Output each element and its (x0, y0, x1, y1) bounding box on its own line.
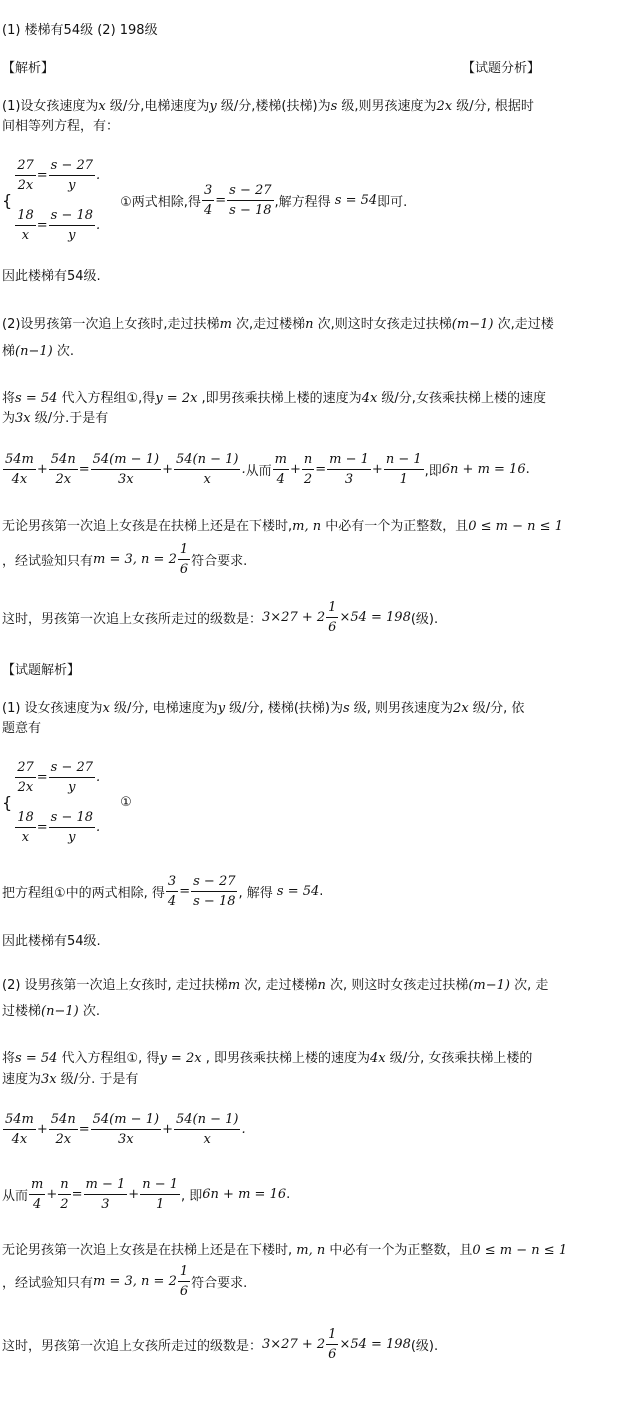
answer-line: (1) 楼梯有54级 (2) 198级 (2, 23, 158, 38)
solution-p3-line2: 过楼梯(n−1) 次. (2, 1004, 100, 1019)
analysis-p4-line2: ，经试验知只有 m = 3, n = 2 $\frac{1}{6}$ 符合要求. (2, 542, 248, 577)
analysis-p1-line1: (1)设女孩速度为x 级/分,电梯速度为y 级/分,楼梯(扶梯)为s 级,则男孩速度为2x 级/分, 根据时 (2, 99, 534, 114)
analysis-p3-line1: 将s = 54 代入方程组①,得y = 2x ,即男孩乘扶梯上楼的速度为4x 级/分,女孩乘扶梯上楼的速度 (2, 391, 546, 406)
solution-p5-line1: 无论男孩第一次追上女孩是在扶梯上还是在下楼时, m, n 中必有一个为正整数，且0 ≤ m − n ≤ 1 (2, 1243, 568, 1258)
analysis-p5: 这时，男孩第一次追上女孩所走过的级数是： 3×27 + 2 $\frac{1}{6}$ ×54 = 198 (级). (2, 600, 439, 635)
analysis-conclusion1: 因此楼梯有54级. (2, 269, 101, 284)
solution-equation-system: { $\frac{27}{2x}$ = $\frac{s - 27}{y}$ . $\frac{18}{x}$ = $\frac{s - 18}{y}$ . ① (2, 759, 132, 845)
header-shiti-jiexi: 【试题解析】 (2, 663, 81, 678)
analysis-p3-line2: 为3x 级/分.于是有 (2, 411, 109, 426)
solution-p2: 把方程组①中的两式相除, 得 $\frac{3}{4}$ = $\frac{s - 27}{s - 18}$ , 解得 s = 54 . (2, 874, 324, 909)
analysis-equation2: $\frac{54m}{4x}$ + $\frac{54n}{2x}$ = $\frac{54(m - 1)}{3x}$ + $\frac{54(n - 1)}{x}$ . 从而 $\frac{m}{4}$ + $\frac{n}{2}$ = $\frac{m - 1}{3}$ + $\frac{n - 1}{1}$ ,即 6n + m = 16 . (5, 452, 530, 487)
solution-p1-line1: (1) 设女孩速度为x 级/分, 电梯速度为y 级/分, 楼梯(扶梯)为s 级, 则男孩速度为2x 级/分, 依 (2, 701, 525, 716)
solution-p1-line2: 题意有 (2, 721, 42, 736)
solution-p3-line1: (2) 设男孩第一次追上女孩时, 走过扶梯m 次, 走过楼梯n 次, 则这时女孩走过扶梯(m−1) 次, 走 (2, 978, 549, 993)
analysis-p2-line1: (2)设男孩第一次追上女孩时,走过扶梯m 次,走过楼梯n 次,则这时女孩走过扶梯(m−1) 次,走过楼 (2, 317, 554, 332)
solution-conclusion1: 因此楼梯有54级. (2, 934, 101, 949)
solution-p4-line2: 速度为3x 级/分. 于是有 (2, 1072, 139, 1087)
solution-p5-line2: ，经试验知只有 m = 3, n = 2 $\frac{1}{6}$ 符合要求. (2, 1264, 248, 1299)
header-jiexi: 【解析】 (2, 61, 55, 76)
left-brace: { (2, 792, 13, 812)
analysis-p2-line2: 梯(n−1) 次. (2, 344, 74, 359)
solution-equation2: $\frac{54m}{4x}$ + $\frac{54n}{2x}$ = $\frac{54(m - 1)}{3x}$ + $\frac{54(n - 1)}{x}$ . (5, 1112, 246, 1147)
left-brace: { (2, 190, 13, 210)
solution-equation3: 从而 $\frac{m}{4}$ + $\frac{n}{2}$ = $\frac{m - 1}{3}$ + $\frac{n - 1}{1}$ , 即 6n + m = 16 . (2, 1177, 291, 1212)
analysis-p1-line2: 间相等列方程，有： (2, 119, 120, 134)
analysis-p4-line1: 无论男孩第一次追上女孩是在扶梯上还是在下楼时,m, n 中必有一个为正整数，且0 ≤ m − n ≤ 1 (2, 519, 563, 534)
solution-p6: 这时，男孩第一次追上女孩所走过的级数是： 3×27 + 2 $\frac{1}{6}$ ×54 = 198 (级). (2, 1327, 439, 1362)
solution-p4-line1: 将s = 54 代入方程组①, 得y = 2x , 即男孩乘扶梯上楼的速度为4x 级/分, 女孩乘扶梯上楼的 (2, 1051, 533, 1066)
analysis-equation-system: { $\frac{27}{2x}$ = $\frac{s - 27}{y}$ . $\frac{18}{x}$ = $\frac{s - 18}{y}$ . ①两式相除,得 $\frac{3}{4}$ = $\frac{s - 27}{s - 18}$ ,解方程得 s = 54 即可. (2, 157, 408, 243)
header-shiti-fenxi: 【试题分析】 (462, 61, 541, 76)
